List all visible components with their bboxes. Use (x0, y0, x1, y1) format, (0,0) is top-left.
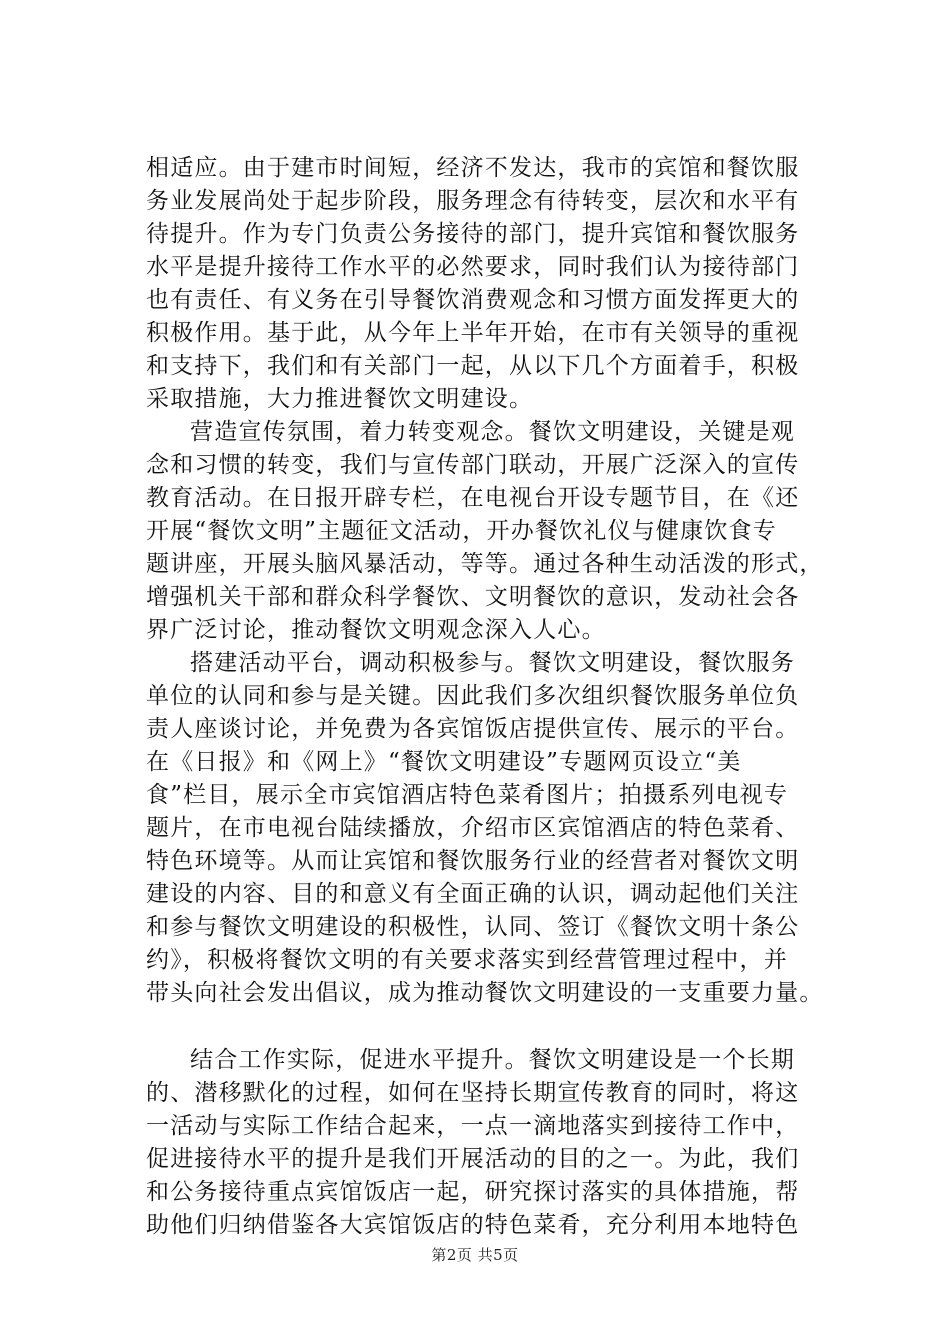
text-line: 约》，积极将餐饮文明的有关要求落实到经营管理过程中，并 (146, 947, 788, 973)
paragraph-start-line: 结合工作实际，促进水平提升。餐饮文明建设是一个长期 (190, 1047, 795, 1073)
text-line: 也有责任、有义务在引导餐饮消费观念和习惯方面发挥更大的 (146, 287, 800, 313)
paragraph-start-line: 搭建活动平台，调动积极参与。餐饮文明建设，餐饮服务 (190, 650, 795, 676)
text-line: 带头向社会发出倡议，成为推动餐饮文明建设的一支重要力量。 (146, 980, 824, 1006)
document-body (146, 152, 836, 1242)
text-line: 教育活动。在日报开辟专栏，在电视台开设专题节目，在《还 (146, 485, 800, 511)
text-line: 建设的内容、目的和意义有全面正确的认识，调动起他们关注 (146, 881, 800, 907)
page-number-footer: 第2页 共5页 (431, 1246, 519, 1264)
text-line: 务业发展尚处于起步阶段，服务理念有待转变，层次和水平有 (146, 188, 800, 214)
text-line: 食”栏目，展示全市宾馆酒店特色菜肴图片；拍摄系列电视专 (146, 782, 789, 808)
text-line: 特色环境等。从而让宾馆和餐饮服务行业的经营者对餐饮文明 (146, 848, 800, 874)
text-line: 采取措施，大力推进餐饮文明建设。 (146, 386, 534, 412)
text-line: 开展“餐饮文明”主题征文活动，开办餐饮礼仪与健康饮食专 (146, 518, 777, 544)
text-line: 念和习惯的转变，我们与宣传部门联动，开展广泛深入的宣传 (146, 452, 800, 478)
text-line: 相适应。由于建市时间短，经济不发达，我市的宾馆和餐饮服 (146, 155, 800, 181)
text-line: 和参与餐饮文明建设的积极性，认同、签订《餐饮文明十条公 (146, 914, 800, 940)
paragraph-start-line: 营造宣传氛围，着力转变观念。餐饮文明建设，关键是观 (190, 419, 795, 445)
text-line: 增强机关干部和群众科学餐饮、文明餐饮的意识，发动社会各 (146, 584, 800, 610)
text-line: 待提升。作为专门负责公务接待的部门，提升宾馆和餐饮服务 (146, 221, 800, 247)
paragraph-gap (146, 1010, 836, 1044)
text-line: 题片，在市电视台陆续播放，介绍市区宾馆酒店的特色菜肴、 (146, 815, 800, 841)
text-line: 题讲座，开展头脑风暴活动，等等。通过各种生动活泼的形式， (146, 551, 824, 577)
text-line: 和公务接待重点宾馆饭店一起，研究探讨落实的具体措施，帮 (146, 1179, 800, 1205)
text-line: 的、潜移默化的过程，如何在坚持长期宣传教育的同时，将这 (146, 1080, 800, 1106)
text-line: 责人座谈讨论，并免费为各宾馆饭店提供宣传、展示的平台。 (146, 716, 800, 742)
text-line: 单位的认同和参与是关键。因此我们多次组织餐饮服务单位负 (146, 683, 800, 709)
text-line: 积极作用。基于此，从今年上半年开始，在市有关领导的重视 (146, 320, 800, 346)
text-line: 水平是提升接待工作水平的必然要求，同时我们认为接待部门 (146, 254, 800, 280)
text-line: 界广泛讨论，推动餐饮文明观念深入人心。 (146, 617, 606, 643)
text-line: 一活动与实际工作结合起来，一点一滴地落实到接待工作中， (146, 1113, 800, 1139)
text-line: 和支持下，我们和有关部门一起，从以下几个方面着手，积极 (146, 353, 800, 379)
text-line: 助他们归纳借鉴各大宾馆饭店的特色菜肴，充分利用本地特色 (146, 1212, 800, 1238)
text-line: 促进接待水平的提升是我们开展活动的目的之一。为此，我们 (146, 1146, 800, 1172)
text-line: 在《日报》和《网上》“餐饮文明建设”专题网页设立“美 (146, 749, 742, 775)
